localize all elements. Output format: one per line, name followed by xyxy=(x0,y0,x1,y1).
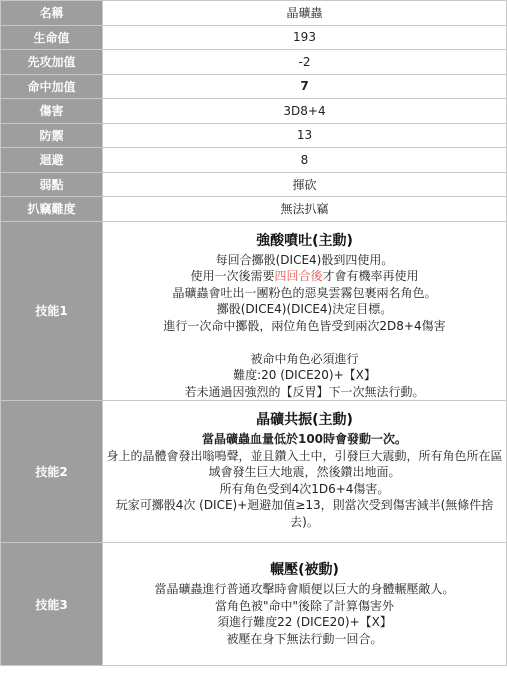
label-defense: 防禦 xyxy=(1,123,103,148)
skill-1-line: 晶礦蟲會吐出一團粉色的惡臭雲霧包裹兩名角色。 xyxy=(172,285,437,300)
skill-1-title: 強酸噴吐(主動) xyxy=(256,232,353,249)
skill-2-line: 所有角色受到4次1D6+4傷害。 xyxy=(219,481,390,496)
label-hp: 生命值 xyxy=(1,25,103,50)
skill-2-line: 身上的晶體會發出嗡鳴聲，並且鑽入土中，引發巨大震動，所有角色所在區域會發生巨大地震，然後鑽出地面。 xyxy=(106,448,503,479)
label-name: 名稱 xyxy=(1,1,103,26)
skill-2-trigger-post: 會發動一次。 xyxy=(335,432,408,446)
label-skill-1: 技能1 xyxy=(1,221,103,401)
row-name xyxy=(1,1,507,26)
row-steal-difficulty xyxy=(1,197,507,222)
label-damage: 傷害 xyxy=(1,99,103,124)
skill-3-title: 輾壓(被動) xyxy=(270,562,339,578)
skill-1-usage-pre: 使用一次後需要 xyxy=(190,269,275,283)
skill-1-usage xyxy=(105,268,504,285)
skill-3-line: 須進行難度22 (DICE20)+【X】 xyxy=(217,615,392,629)
skill-1-usage-post: 才會有機率再使用 xyxy=(322,269,419,283)
value-steal-difficulty: 無法扒竊 xyxy=(103,197,507,222)
skill-1-description xyxy=(103,221,507,401)
row-skill-2 xyxy=(1,401,507,543)
row-initiative xyxy=(1,50,507,75)
skill-3-line: 當晶礦蟲進行普通攻擊時會順便以巨大的身體輾壓敵人。 xyxy=(154,582,455,596)
skill-1-usage-red: 四回合後 xyxy=(274,269,323,283)
skill-3-description xyxy=(103,543,507,666)
skill-2-trigger-bold: 100時 xyxy=(297,432,336,446)
value-defense: 13 xyxy=(103,123,507,148)
skill-1-spacer xyxy=(105,334,504,351)
label-steal-difficulty: 扒竊難度 xyxy=(1,197,103,222)
skill-2-description xyxy=(103,401,507,543)
value-hit-bonus xyxy=(103,74,507,99)
label-initiative: 先攻加值 xyxy=(1,50,103,75)
skill-1-trigger: 每回合擲骰(DICE4)骰到四使用。 xyxy=(215,252,394,267)
row-skill-3 xyxy=(1,543,507,666)
value-damage: 3D8+4 xyxy=(103,99,507,124)
value-name: 晶礦蟲 xyxy=(103,1,507,26)
skill-1-line: 難度:20 (DICE20)+【X】 xyxy=(233,368,376,382)
skill-1-line: 被命中角色必須進行 xyxy=(250,351,359,366)
skill-3-line: 被壓在身下無法行動一回合。 xyxy=(226,631,383,646)
row-weakness xyxy=(1,172,507,197)
label-weakness: 弱點 xyxy=(1,172,103,197)
label-skill-3: 技能3 xyxy=(1,543,103,666)
value-initiative: -2 xyxy=(103,50,507,75)
label-skill-2: 技能2 xyxy=(1,401,103,543)
skill-1-line: 若未通過因強烈的【反胃】下一次無法行動。 xyxy=(184,384,425,399)
skill-1-line: 擲骰(DICE4)(DICE4)決定目標。 xyxy=(216,302,393,316)
skill-2-title: 晶礦共振(主動) xyxy=(256,412,353,428)
row-defense xyxy=(1,123,507,148)
row-hp xyxy=(1,25,507,50)
skill-2-line: 玩家可擲骰4次 (DICE)+迴避加值≥13，則當次受到傷害減半(無條件捨去)。 xyxy=(115,498,494,529)
skill-2-trigger-pre: 當晶礦蟲血量低於 xyxy=(201,432,298,446)
skill-2-trigger xyxy=(105,431,504,448)
label-hit-bonus: 命中加值 xyxy=(1,74,103,99)
row-evasion xyxy=(1,148,507,173)
value-hp: 193 xyxy=(103,25,507,50)
value-weakness: 揮砍 xyxy=(103,172,507,197)
skill-1-line: 進行一次命中擲骰，兩位角色皆受到兩次2D8+4傷害 xyxy=(163,318,446,333)
hit-bonus-number: 7 xyxy=(300,79,309,94)
skill-3-line: 當角色被"命中"後除了計算傷害外 xyxy=(214,598,395,613)
row-skill-1 xyxy=(1,221,507,401)
row-hit-bonus xyxy=(1,74,507,99)
value-evasion: 8 xyxy=(103,148,507,173)
label-evasion: 迴避 xyxy=(1,148,103,173)
row-damage xyxy=(1,99,507,124)
